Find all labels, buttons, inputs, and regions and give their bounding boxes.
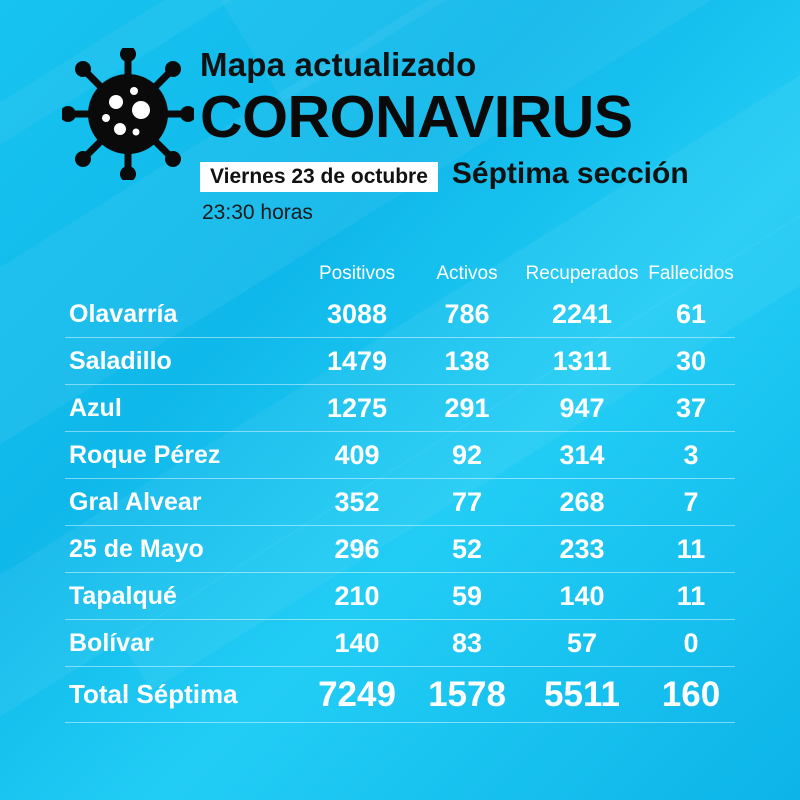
row-fallecidos: 0 — [683, 627, 699, 658]
row-recuperados: 947 — [559, 392, 605, 423]
row-recuperados: 233 — [559, 533, 605, 564]
row-activos: 59 — [451, 580, 483, 611]
table-header-row — [65, 257, 735, 291]
total-activos: 1578 — [428, 674, 506, 714]
hours-label: 23:30 horas — [202, 201, 313, 225]
row-activos: 138 — [444, 345, 490, 376]
row-positivos: 296 — [334, 533, 380, 564]
coronavirus-icon — [62, 48, 194, 180]
row-recuperados: 268 — [559, 486, 605, 517]
row-recuperados: 140 — [559, 580, 605, 611]
total-fallecidos: 160 — [661, 674, 721, 714]
date-section-row — [200, 157, 760, 192]
stats-table — [65, 257, 735, 723]
row-recuperados: 314 — [559, 439, 605, 470]
table-row — [65, 338, 735, 385]
table-row — [65, 432, 735, 479]
table-row — [65, 291, 735, 338]
table-row — [65, 385, 735, 432]
column-header-activos: Activos — [436, 263, 498, 284]
row-positivos: 1479 — [326, 345, 388, 376]
row-fallecidos: 3 — [683, 439, 699, 470]
row-locality: Azul — [69, 393, 122, 422]
row-recuperados: 57 — [566, 627, 598, 658]
row-fallecidos: 11 — [676, 580, 706, 611]
row-positivos: 1275 — [326, 392, 388, 423]
row-activos: 52 — [451, 533, 483, 564]
row-locality: Saladillo — [69, 346, 172, 375]
row-locality: Gral Alvear — [69, 487, 202, 516]
table-total-row — [65, 667, 735, 723]
row-recuperados: 2241 — [551, 298, 613, 329]
table-row — [65, 479, 735, 526]
subtitle-mapa-actualizado: Mapa actualizado — [200, 46, 477, 83]
row-fallecidos: 37 — [675, 392, 707, 423]
row-recuperados: 1311 — [552, 345, 612, 376]
stats-table-wrapper — [0, 257, 800, 723]
row-positivos: 352 — [334, 486, 380, 517]
row-activos: 786 — [444, 298, 490, 329]
table-row — [65, 573, 735, 620]
row-fallecidos: 7 — [683, 486, 699, 517]
row-positivos: 3088 — [326, 298, 388, 329]
row-fallecidos: 61 — [675, 298, 707, 329]
column-header-fallecidos: Fallecidos — [648, 263, 734, 284]
row-locality: Bolívar — [69, 628, 154, 657]
date-badge: Viernes 23 de octubre — [200, 162, 438, 192]
table-row — [65, 620, 735, 667]
section-label: Séptima sección — [451, 157, 689, 191]
total-positivos: 7249 — [318, 674, 396, 714]
row-fallecidos: 11 — [676, 533, 706, 564]
row-activos: 291 — [444, 392, 490, 423]
table-row — [65, 526, 735, 573]
row-locality: Tapalqué — [69, 581, 177, 610]
row-positivos: 140 — [334, 627, 380, 658]
row-locality: Olavarría — [69, 299, 178, 328]
row-activos: 77 — [451, 486, 483, 517]
column-header-positivos: Positivos — [318, 263, 396, 284]
title-block — [200, 48, 760, 225]
row-fallecidos: 30 — [675, 345, 707, 376]
header — [0, 0, 800, 255]
row-positivos: 210 — [334, 580, 380, 611]
total-label: Total Séptima — [69, 679, 238, 709]
total-recuperados: 5511 — [544, 674, 620, 714]
row-activos: 92 — [451, 439, 483, 470]
column-header-recuperados: Recuperados — [525, 263, 639, 284]
page-title: CORONAVIRUS — [200, 84, 633, 150]
row-positivos: 409 — [334, 439, 380, 470]
row-locality: 25 de Mayo — [69, 534, 204, 563]
row-locality: Roque Pérez — [69, 440, 221, 469]
row-activos: 83 — [451, 627, 483, 658]
